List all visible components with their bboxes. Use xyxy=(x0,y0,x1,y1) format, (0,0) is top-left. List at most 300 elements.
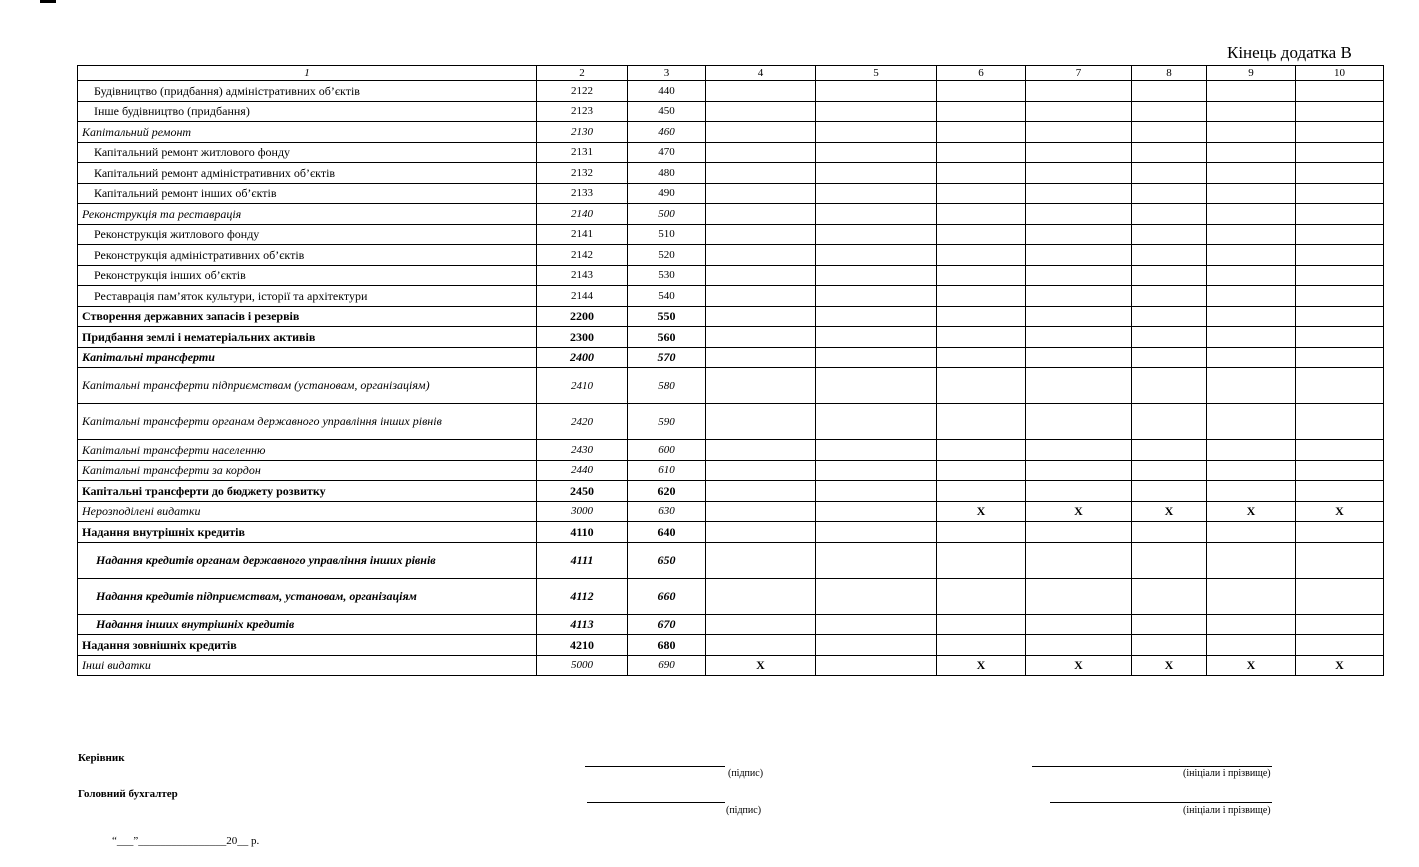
table-cell xyxy=(1207,578,1296,614)
table-cell xyxy=(816,101,937,122)
column-number: 5 xyxy=(816,66,937,81)
table-cell xyxy=(1026,440,1132,461)
row-number: 530 xyxy=(628,265,706,286)
table-cell xyxy=(706,522,816,543)
column-number: 1 xyxy=(78,66,537,81)
table-cell: X xyxy=(1207,655,1296,676)
table-cell xyxy=(937,368,1026,404)
table-row xyxy=(78,440,1384,461)
table-cell xyxy=(706,614,816,635)
table-cell xyxy=(1207,481,1296,502)
table-cell xyxy=(1296,204,1384,225)
table-cell xyxy=(1132,614,1207,635)
table-row xyxy=(78,522,1384,543)
table-cell xyxy=(706,286,816,307)
row-name: Капітальні трансферти xyxy=(78,347,537,368)
row-number: 660 xyxy=(628,578,706,614)
table-cell xyxy=(1132,368,1207,404)
table-row xyxy=(78,306,1384,327)
table-row xyxy=(78,327,1384,348)
row-name: Капітальний ремонт xyxy=(78,122,537,143)
table-cell xyxy=(937,101,1026,122)
row-code: 2200 xyxy=(537,306,628,327)
table-row xyxy=(78,578,1384,614)
table-cell xyxy=(1207,81,1296,102)
row-code: 4210 xyxy=(537,635,628,656)
table-cell xyxy=(937,522,1026,543)
row-code: 4112 xyxy=(537,578,628,614)
table-cell xyxy=(937,635,1026,656)
table-cell xyxy=(706,204,816,225)
row-number: 490 xyxy=(628,183,706,204)
table-cell xyxy=(1026,578,1132,614)
row-code: 2300 xyxy=(537,327,628,348)
table-cell xyxy=(1132,204,1207,225)
row-number: 460 xyxy=(628,122,706,143)
table-cell xyxy=(706,578,816,614)
table-row xyxy=(78,347,1384,368)
table-row xyxy=(78,614,1384,635)
table-cell xyxy=(1132,347,1207,368)
row-number: 440 xyxy=(628,81,706,102)
table-row xyxy=(78,265,1384,286)
row-number: 500 xyxy=(628,204,706,225)
table-row xyxy=(78,460,1384,481)
table-cell xyxy=(816,655,937,676)
table-cell xyxy=(706,460,816,481)
table-cell xyxy=(816,578,937,614)
table-row xyxy=(78,368,1384,404)
row-name: Надання зовнішніх кредитів xyxy=(78,635,537,656)
table-cell xyxy=(1132,245,1207,266)
table-cell xyxy=(1026,306,1132,327)
row-number: 590 xyxy=(628,404,706,440)
appendix-end-title: Кінець додатка В xyxy=(1227,43,1352,62)
table-cell xyxy=(1296,635,1384,656)
row-name: Реконструкція інших об’єктів xyxy=(78,265,537,286)
table-cell xyxy=(1026,635,1132,656)
table-cell xyxy=(706,163,816,184)
row-name: Інше будівництво (придбання) xyxy=(78,101,537,122)
table-cell xyxy=(937,460,1026,481)
row-name: Капітальний ремонт адміністративних об’єктів xyxy=(78,163,537,184)
table-cell xyxy=(937,163,1026,184)
table-cell xyxy=(706,404,816,440)
table-cell xyxy=(937,81,1026,102)
table-cell xyxy=(1207,224,1296,245)
table-cell xyxy=(1207,542,1296,578)
table-cell xyxy=(1296,404,1384,440)
table-cell xyxy=(1207,245,1296,266)
row-name: Капітальні трансферти населенню xyxy=(78,440,537,461)
table-cell xyxy=(816,163,937,184)
table-cell xyxy=(706,368,816,404)
row-name: Реставрація пам’яток культури, історії та архітектури xyxy=(78,286,537,307)
table-cell xyxy=(1132,122,1207,143)
table-cell xyxy=(1207,286,1296,307)
table-cell xyxy=(1026,542,1132,578)
head-signature-line xyxy=(585,766,725,767)
table-cell xyxy=(706,224,816,245)
table-cell xyxy=(1207,460,1296,481)
table-cell xyxy=(1026,522,1132,543)
table-cell xyxy=(937,306,1026,327)
row-name: Капітальні трансферти до бюджету розвитку xyxy=(78,481,537,502)
column-number: 7 xyxy=(1026,66,1132,81)
table-cell xyxy=(1207,635,1296,656)
table-cell xyxy=(706,501,816,522)
accountant-name-line xyxy=(1050,802,1272,803)
table-cell xyxy=(937,245,1026,266)
table-cell xyxy=(816,224,937,245)
table-cell: X xyxy=(937,501,1026,522)
table-cell xyxy=(1132,183,1207,204)
table-cell xyxy=(1026,204,1132,225)
accountant-signature-caption: (підпис) xyxy=(726,805,762,816)
row-name: Надання кредитів органам державного управління інших рівнів xyxy=(78,542,537,578)
table-cell xyxy=(1207,522,1296,543)
row-number: 600 xyxy=(628,440,706,461)
table-cell xyxy=(937,614,1026,635)
table-cell xyxy=(1132,542,1207,578)
row-code: 2130 xyxy=(537,122,628,143)
table-cell xyxy=(816,122,937,143)
row-number: 470 xyxy=(628,142,706,163)
table-row xyxy=(78,481,1384,502)
row-code: 2400 xyxy=(537,347,628,368)
table-row xyxy=(78,204,1384,225)
table-cell: X xyxy=(1207,501,1296,522)
table-cell xyxy=(1132,163,1207,184)
table-cell xyxy=(1132,460,1207,481)
table-cell xyxy=(706,542,816,578)
table-cell: X xyxy=(1132,655,1207,676)
table-row xyxy=(78,101,1384,122)
row-number: 640 xyxy=(628,522,706,543)
head-label: Керівник xyxy=(78,752,125,764)
table-cell xyxy=(816,347,937,368)
row-code: 4110 xyxy=(537,522,628,543)
head-name-caption: (ініціали і прізвище) xyxy=(1183,768,1271,779)
row-name: Капітальні трансферти органам державного управління інших рівнів xyxy=(78,404,537,440)
table-cell xyxy=(937,183,1026,204)
table-cell xyxy=(1026,265,1132,286)
table-cell xyxy=(1026,245,1132,266)
table-cell xyxy=(816,142,937,163)
row-name: Надання кредитів підприємствам, установам, організаціям xyxy=(78,578,537,614)
table-cell xyxy=(1296,440,1384,461)
row-code: 2141 xyxy=(537,224,628,245)
row-code: 2123 xyxy=(537,101,628,122)
table-cell xyxy=(1026,460,1132,481)
table-cell xyxy=(937,265,1026,286)
table-cell xyxy=(816,404,937,440)
row-number: 550 xyxy=(628,306,706,327)
table-cell xyxy=(937,224,1026,245)
table-row xyxy=(78,655,1384,676)
row-name: Капітальний ремонт інших об’єктів xyxy=(78,183,537,204)
table-cell xyxy=(1296,614,1384,635)
table-cell xyxy=(706,347,816,368)
table-cell xyxy=(816,306,937,327)
table-cell xyxy=(1132,306,1207,327)
table-cell xyxy=(816,368,937,404)
table-row xyxy=(78,81,1384,102)
table-cell xyxy=(1296,327,1384,348)
row-number: 610 xyxy=(628,460,706,481)
table-cell xyxy=(1026,224,1132,245)
table-cell xyxy=(706,142,816,163)
table-cell xyxy=(1207,122,1296,143)
table-cell: X xyxy=(937,655,1026,676)
head-signature-caption: (підпис) xyxy=(728,768,764,779)
row-code: 2140 xyxy=(537,204,628,225)
row-number: 480 xyxy=(628,163,706,184)
row-number: 520 xyxy=(628,245,706,266)
table-row xyxy=(78,542,1384,578)
table-cell xyxy=(937,286,1026,307)
column-number: 2 xyxy=(537,66,628,81)
table-row xyxy=(78,224,1384,245)
table-cell xyxy=(1296,265,1384,286)
table-cell xyxy=(1026,368,1132,404)
table-cell: X xyxy=(1296,501,1384,522)
row-code: 2131 xyxy=(537,142,628,163)
table-cell xyxy=(1207,614,1296,635)
table-cell xyxy=(1296,163,1384,184)
table-row xyxy=(78,501,1384,522)
date-line: “___”________________20__ р. xyxy=(112,835,260,847)
table-cell xyxy=(1026,327,1132,348)
table-cell xyxy=(1296,122,1384,143)
row-name: Будівництво (придбання) адміністративних об’єктів xyxy=(78,81,537,102)
table-cell xyxy=(1296,101,1384,122)
table-cell xyxy=(816,501,937,522)
column-number-row xyxy=(78,66,1384,81)
table-cell: X xyxy=(1132,501,1207,522)
table-cell xyxy=(706,101,816,122)
table-cell xyxy=(1132,522,1207,543)
table-cell xyxy=(816,481,937,502)
column-number: 8 xyxy=(1132,66,1207,81)
table-cell xyxy=(1296,368,1384,404)
table-cell xyxy=(816,286,937,307)
table-cell xyxy=(1026,101,1132,122)
row-code: 2410 xyxy=(537,368,628,404)
table-cell xyxy=(937,142,1026,163)
accountant-name-caption: (ініціали і прізвище) xyxy=(1183,805,1271,816)
table-cell xyxy=(1026,404,1132,440)
table-cell xyxy=(1026,286,1132,307)
table-cell xyxy=(937,404,1026,440)
table-cell xyxy=(816,245,937,266)
row-code: 2132 xyxy=(537,163,628,184)
table-cell xyxy=(1132,101,1207,122)
table-cell xyxy=(816,614,937,635)
row-name: Реконструкція адміністративних об’єктів xyxy=(78,245,537,266)
table-cell xyxy=(1026,81,1132,102)
table-cell xyxy=(1296,481,1384,502)
table-cell xyxy=(816,327,937,348)
table-cell xyxy=(1296,542,1384,578)
expenditure-table xyxy=(77,65,1384,676)
row-code: 2142 xyxy=(537,245,628,266)
table-cell xyxy=(1296,224,1384,245)
table-cell xyxy=(1296,460,1384,481)
table-cell xyxy=(1026,163,1132,184)
row-number: 540 xyxy=(628,286,706,307)
head-name-line xyxy=(1032,766,1272,767)
row-number: 560 xyxy=(628,327,706,348)
row-code: 2122 xyxy=(537,81,628,102)
row-code: 2133 xyxy=(537,183,628,204)
table-cell xyxy=(1207,306,1296,327)
table-cell xyxy=(1132,635,1207,656)
row-code: 2430 xyxy=(537,440,628,461)
table-cell: X xyxy=(706,655,816,676)
row-number: 630 xyxy=(628,501,706,522)
row-code: 2450 xyxy=(537,481,628,502)
table-cell xyxy=(816,522,937,543)
table-cell xyxy=(1207,404,1296,440)
table-cell xyxy=(816,440,937,461)
table-cell xyxy=(1296,347,1384,368)
table-cell xyxy=(1132,481,1207,502)
table-cell xyxy=(1296,81,1384,102)
table-cell xyxy=(1207,183,1296,204)
row-number: 650 xyxy=(628,542,706,578)
column-number: 6 xyxy=(937,66,1026,81)
table-cell xyxy=(706,81,816,102)
table-cell xyxy=(706,306,816,327)
table-cell xyxy=(1026,347,1132,368)
table-cell xyxy=(706,265,816,286)
row-name: Інші видатки xyxy=(78,655,537,676)
table-cell xyxy=(816,183,937,204)
row-name: Капітальні трансферти підприємствам (установам, організаціям) xyxy=(78,368,537,404)
row-number: 620 xyxy=(628,481,706,502)
table-row xyxy=(78,183,1384,204)
table-cell xyxy=(1296,306,1384,327)
table-cell xyxy=(816,81,937,102)
table-cell xyxy=(816,204,937,225)
row-code: 2143 xyxy=(537,265,628,286)
table-cell xyxy=(706,245,816,266)
column-number: 4 xyxy=(706,66,816,81)
table-cell xyxy=(706,327,816,348)
table-cell xyxy=(706,481,816,502)
column-number: 3 xyxy=(628,66,706,81)
table-cell xyxy=(1132,440,1207,461)
row-code: 2440 xyxy=(537,460,628,481)
row-code: 4111 xyxy=(537,542,628,578)
table-cell xyxy=(937,440,1026,461)
row-name: Надання внутрішніх кредитів xyxy=(78,522,537,543)
table-cell xyxy=(1026,481,1132,502)
table-cell xyxy=(1207,368,1296,404)
row-number: 510 xyxy=(628,224,706,245)
table-row xyxy=(78,404,1384,440)
row-number: 670 xyxy=(628,614,706,635)
table-cell xyxy=(1132,265,1207,286)
row-number: 680 xyxy=(628,635,706,656)
table-cell xyxy=(1207,204,1296,225)
table-row xyxy=(78,142,1384,163)
table-cell xyxy=(1207,101,1296,122)
column-number: 9 xyxy=(1207,66,1296,81)
table-cell xyxy=(937,347,1026,368)
table-cell xyxy=(937,578,1026,614)
table-cell xyxy=(1026,614,1132,635)
row-name: Капітальні трансферти за кордон xyxy=(78,460,537,481)
table-cell xyxy=(816,542,937,578)
table-row xyxy=(78,245,1384,266)
row-code: 5000 xyxy=(537,655,628,676)
table-cell xyxy=(706,122,816,143)
row-name: Придбання землі і нематеріальних активів xyxy=(78,327,537,348)
table-cell xyxy=(1026,122,1132,143)
table-cell xyxy=(1132,286,1207,307)
table-row xyxy=(78,163,1384,184)
row-name: Реконструкція та реставрація xyxy=(78,204,537,225)
table-cell xyxy=(937,204,1026,225)
table-cell xyxy=(1207,265,1296,286)
table-cell xyxy=(706,183,816,204)
table-cell: X xyxy=(1296,655,1384,676)
row-number: 580 xyxy=(628,368,706,404)
accountant-label: Головний бухгалтер xyxy=(78,788,178,800)
table-cell xyxy=(1132,224,1207,245)
table-cell xyxy=(1296,522,1384,543)
accountant-signature-line xyxy=(587,802,725,803)
row-code: 2420 xyxy=(537,404,628,440)
row-number: 450 xyxy=(628,101,706,122)
table-cell xyxy=(1207,142,1296,163)
table-row xyxy=(78,635,1384,656)
row-number: 570 xyxy=(628,347,706,368)
table-cell xyxy=(1296,142,1384,163)
table-cell xyxy=(706,635,816,656)
table-cell xyxy=(1207,440,1296,461)
table-cell xyxy=(937,481,1026,502)
table-row xyxy=(78,122,1384,143)
table-cell xyxy=(1132,327,1207,348)
table-cell: X xyxy=(1026,501,1132,522)
table-cell xyxy=(1132,578,1207,614)
table-cell xyxy=(1132,404,1207,440)
table-cell xyxy=(706,440,816,461)
table-cell xyxy=(1026,142,1132,163)
table-cell xyxy=(937,327,1026,348)
table-cell xyxy=(1207,347,1296,368)
row-number: 690 xyxy=(628,655,706,676)
row-name: Створення державних запасів і резервів xyxy=(78,306,537,327)
row-code: 2144 xyxy=(537,286,628,307)
table-cell xyxy=(1296,245,1384,266)
row-name: Капітальний ремонт житлового фонду xyxy=(78,142,537,163)
column-number: 10 xyxy=(1296,66,1384,81)
table-cell xyxy=(1132,81,1207,102)
table-cell xyxy=(816,460,937,481)
corner-mark xyxy=(40,0,56,3)
table-cell xyxy=(1296,183,1384,204)
table-cell xyxy=(1207,163,1296,184)
row-name: Нерозподілені видатки xyxy=(78,501,537,522)
table-cell xyxy=(816,635,937,656)
table-cell xyxy=(1026,183,1132,204)
table-row xyxy=(78,286,1384,307)
table-cell xyxy=(1207,327,1296,348)
